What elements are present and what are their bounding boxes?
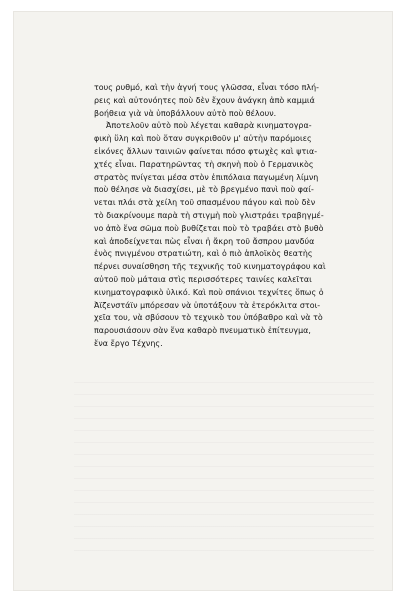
text-line: βοήθεια γιὰ νὰ ὑποβάλλουν αὐτὸ ποὺ θέλουν. (94, 108, 277, 118)
text-line: νεται πλάι στὰ χείλη τοῦ σπασμένου πάγου καὶ ποὺ δὲν (94, 198, 316, 208)
text-line: καὶ ἀποδείχνεται πὼς εἶναι ἡ ἄκρη τοῦ ἄσπρου μανδύα (94, 236, 315, 246)
text-line: ρεις καὶ αὐτονόητες ποὺ δὲν ἔχουν ἀνάγκη ἀπὸ καμμιά (94, 95, 315, 105)
document-page (14, 12, 392, 590)
text-line: ἑνὸς πνιγμένου στρατιώτη, καὶ ὁ πιὸ ἁπλοϊκὸς θεατὴς (94, 249, 313, 259)
text-line: κινηματογραφικὸ ὑλικό. Καὶ ποὺ σπάνιοι τεχνίτες ὅπως ὁ (94, 287, 324, 297)
text-line: αὐτοῦ ποὺ μάταια στὶς περισσότερες ταινίες καλεῖται (94, 274, 312, 284)
text-line: χτές εἶναι. Παρατηρῶντας τὴ σκηνὴ ποὺ ὁ Γερμανικὸς (94, 159, 314, 169)
text-line: παρουσιάσουν σὰν ἕνα καθαρὸ πνευματικὸ ἐπίτευγμα, (94, 326, 311, 336)
paper-show-through (74, 382, 374, 562)
text-line: πέρνει συναίσθηση τῆς τεχνικῆς τοῦ κινηματογράφου καὶ (94, 262, 326, 272)
text-line: Ἀϊζενστάϊν μπόρεσαν νὰ ὑποτάξουν τὰ ἑτερόκλιτα στοι- (94, 300, 321, 310)
text-line: εἰκόνες ἄλλων ταινιῶν φαίνεται πόσο φτωχὲς καὶ ψτια- (94, 146, 318, 156)
text-line: ποὺ θέλησε νὰ διασχίσει, μὲ τὸ βρεγμένο πανὶ ποὺ φαί- (94, 185, 314, 195)
text-line: νο ἀπὸ ἕνα σῶμα ποὺ βυθίζεται ποὺ τὸ τραβάει στὸ βυθὸ (94, 223, 324, 233)
body-text (94, 82, 364, 351)
text-line: χεῖα του, νὰ σβύσουν τὸ τεχνικὸ του ὑπόβαθρο καὶ νὰ τὸ (94, 313, 323, 323)
text-line: τους ρυθμό, καὶ τὴν ἁγνή τους γλῶσσα, εἶναι τόσο πλή- (94, 83, 320, 92)
text-line-paragraph-start: Ἀποτελοῦν αὐτὸ ποὺ λέγεται καθαρὰ κινηματογρα- (106, 121, 312, 131)
text-line: τὸ διακρίνουμε παρὰ τὴ στιγμὴ ποὺ γλιστράει τραβηγμέ- (94, 210, 324, 220)
text-line: στρατὸς πνίγεται μέσα στὸν ἐπιπόλαια παγωμένη λίμνη (94, 172, 319, 182)
text-line: ἕνα ἔργο Τέχνης. (94, 338, 163, 348)
text-line: φικὴ ὕλη καὶ ποὺ ὅταν συγκριθοῦν μ' αὐτὴν παρόμοιες (94, 134, 312, 144)
